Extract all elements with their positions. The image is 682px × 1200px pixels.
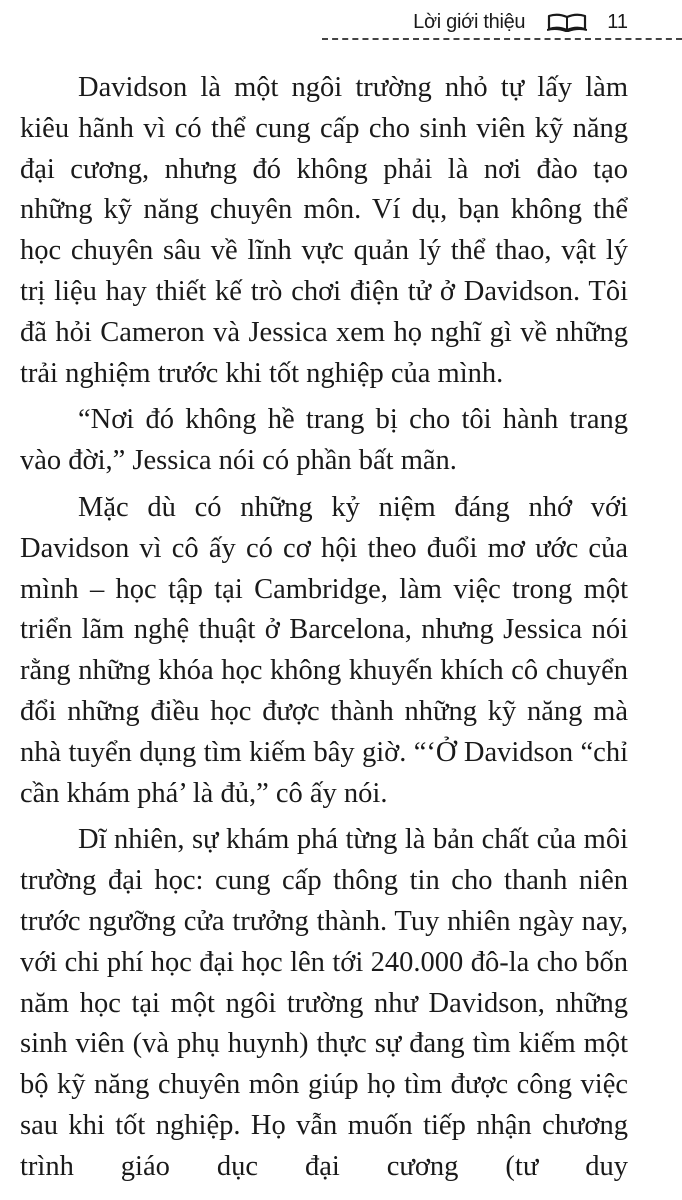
running-header xyxy=(413,6,628,38)
body-text xyxy=(20,68,628,1194)
paragraph: Mặc dù có những kỷ niệm đáng nhớ với Davidson vì cô ấy có cơ hội theo đuổi mơ ước của mình – học tập tại Cambridge, làm việc trong một triển lãm nghệ thuật ở Barcelona, nhưng Jessica nói rằng những khóa học không khuyến khích cô chuyển đổi những điều học được thành những kỹ năng mà nhà tuyển dụng tìm kiếm bây giờ. “‘Ở Davidson “chỉ cần khám phá’ là đủ,” cô ấy nói. xyxy=(20,491,628,809)
page-number: 11 xyxy=(607,10,628,33)
open-book-icon xyxy=(547,12,587,32)
section-title: Lời giới thiệu xyxy=(413,10,526,33)
paragraph: Dĩ nhiên, sự khám phá từng là bản chất của môi trường đại học: cung cấp thông tin cho thanh niên trước ngưỡng cửa trưởng thành. Tuy nhiên ngày nay, với chi phí học đại học lên tới 240.000 đô-la cho bốn năm học tại một ngôi trường như Davidson, những sinh viên (và phụ huynh) thực sự đang tìm kiếm một bộ kỹ năng chuyên môn giúp họ tìm được công việc sau khi tốt nghiệp. Họ vẫn muốn tiếp nhận chương trình giáo dục đại cương (tư duy xyxy=(20,824,628,1182)
paragraph: “Nơi đó không hề trang bị cho tôi hành trang vào đời,” Jessica nói có phần bất mãn. xyxy=(20,404,628,477)
paragraph: Davidson là một ngôi trường nhỏ tự lấy làm kiêu hãnh vì có thể cung cấp cho sinh viên kỹ năng đại cương, nhưng đó không phải là nơi đào tạo những kỹ năng chuyên môn. Ví dụ, bạn không thể học chuyên sâu về lĩnh vực quản lý thể thao, vật lý trị liệu hay thiết kế trò chơi điện tử ở Davidson. Tôi đã hỏi Cameron và Jessica xem họ nghĩ gì về những trải nghiệm trước khi tốt nghiệp của mình. xyxy=(20,72,628,389)
header-divider xyxy=(322,38,682,40)
